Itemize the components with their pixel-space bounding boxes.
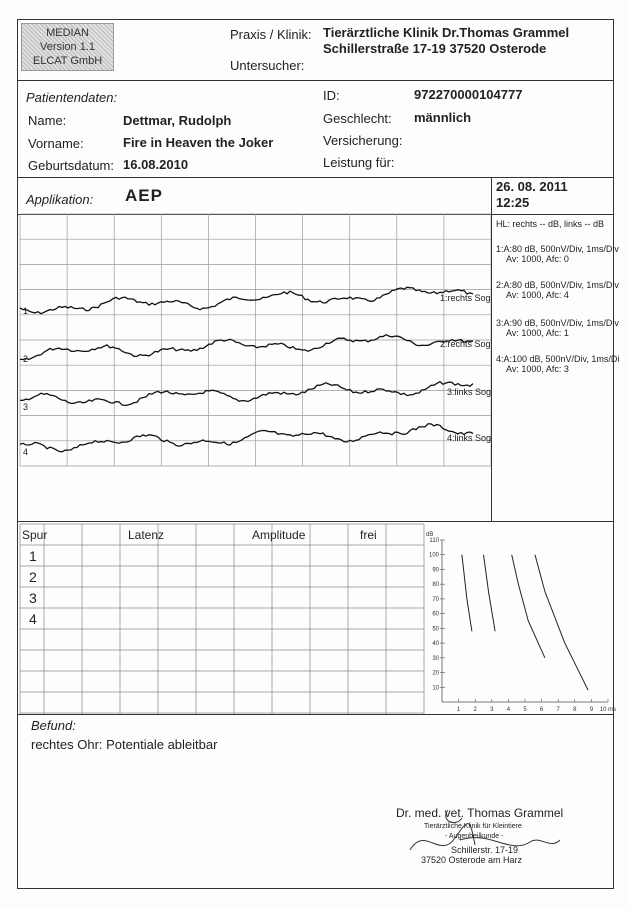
divider xyxy=(17,177,614,178)
x-tick-label: 7 xyxy=(556,707,560,713)
doctor-name: Dr. med. vet. Thomas Grammel xyxy=(396,806,564,820)
applikation-label: Applikation: xyxy=(26,192,94,207)
geschlecht-label: Geschlecht: xyxy=(323,111,392,126)
x-tick-label: 4 xyxy=(506,707,511,713)
y-tick-label: 80 xyxy=(432,582,439,589)
vorname-label: Vorname: xyxy=(28,136,84,151)
channel-setting-3 xyxy=(496,318,619,338)
results-table-grid xyxy=(20,524,424,714)
x-tick-label: 2 xyxy=(473,707,477,713)
divider xyxy=(17,80,614,81)
latency-curve xyxy=(512,555,545,658)
logo-line-1: MEDIAN xyxy=(46,27,89,39)
channel-3-line-1: 3:A:90 dB, 500nV/Div, 1ms/Div xyxy=(496,318,619,328)
divider xyxy=(491,177,492,214)
stamp-line-1: Tierärztliche Klinik für Kleintiere xyxy=(424,823,522,830)
x-tick-label: 1 xyxy=(456,707,461,713)
table-header-latenz: Latenz xyxy=(128,528,165,542)
y-unit-label: dB xyxy=(426,532,434,538)
x-tick-label: 9 xyxy=(589,707,594,713)
y-tick-label: 10 xyxy=(432,685,439,692)
waveform-grid xyxy=(20,214,491,466)
aep-trace xyxy=(20,287,473,313)
geburtsdatum-label: Geburtsdatum: xyxy=(28,158,114,173)
channel-2-line-1: 2:A:80 dB, 500nV/Div, 1ms/Div xyxy=(496,280,619,290)
table-header-frei: frei xyxy=(360,528,377,542)
befund-label: Befund: xyxy=(31,718,76,733)
channel-3-line-2: Av: 1000, Afc: 1 xyxy=(506,328,569,338)
trace-number-2: 2 xyxy=(23,354,29,364)
channel-4-line-2: Av: 1000, Afc: 3 xyxy=(506,364,569,374)
hl-note: HL: rechts -- dB, links -- dB xyxy=(496,219,605,229)
trace-label-4: 4:links Sog xyxy=(447,433,492,443)
trace-number-1: 1 xyxy=(23,306,29,316)
channel-2-line-2: Av: 1000, Afc: 4 xyxy=(506,290,569,300)
praxis-label: Praxis / Klinik: xyxy=(230,27,312,42)
untersucher-label: Untersucher: xyxy=(230,58,305,73)
trace-label-1: 1:rechts Sog xyxy=(440,293,491,303)
x-tick-label: 10 ms xyxy=(599,707,617,713)
y-tick-label: 50 xyxy=(432,626,439,633)
table-header-amplitude: Amplitude xyxy=(252,528,306,542)
trace-label-2: 2:rechts Sog xyxy=(440,339,491,349)
aep-trace xyxy=(20,424,473,452)
logo-line-2: Version 1.1 xyxy=(39,41,96,53)
table-row-number: 4 xyxy=(29,611,37,627)
trace-number-4: 4 xyxy=(23,447,29,457)
channel-1-line-1: 1:A:80 dB, 500nV/Div, 1ms/Div xyxy=(496,244,619,254)
channel-1-line-2: Av: 1000, Afc: 0 xyxy=(506,254,569,264)
name-label: Name: xyxy=(28,113,67,128)
y-tick-label: 20 xyxy=(432,670,439,677)
id-value: 972270000104777 xyxy=(414,87,523,102)
befund-text: rechtes Ohr: Potentiale ableitbar xyxy=(31,737,218,752)
stamp-line-2: - Augenheilkunde - xyxy=(445,833,504,840)
y-tick-label: 70 xyxy=(432,596,439,603)
exam-date: 26. 08. 2011 xyxy=(496,179,568,194)
geschlecht-value: männlich xyxy=(414,110,472,125)
latency-curve xyxy=(535,555,588,691)
x-tick-label: 8 xyxy=(573,707,577,713)
y-tick-label: 90 xyxy=(432,567,439,574)
table-row-number: 1 xyxy=(29,548,37,564)
logo-line-3: ELCAT GmbH xyxy=(32,55,103,67)
y-tick-label: 60 xyxy=(432,611,439,618)
channel-setting-2 xyxy=(496,280,619,300)
latency-intensity-chart xyxy=(424,524,617,714)
trace-number-3: 3 xyxy=(23,402,29,412)
praxis-line-1: Tierärztliche Klinik Dr.Thomas Grammel xyxy=(323,25,570,40)
praxis-line-2: Schillerstraße 17-19 37520 Osterode xyxy=(323,41,547,56)
handwritten-signature xyxy=(400,800,570,870)
channel-4-line-1: 4:A:100 dB, 500nV/Div, 1ms/Di xyxy=(496,354,620,364)
y-tick-label: 110 xyxy=(429,538,439,544)
x-tick-label: 3 xyxy=(490,707,494,713)
y-tick-label: 100 xyxy=(428,552,439,559)
latency-curve xyxy=(484,555,496,632)
stamp-line-4: 37520 Osterode am Harz xyxy=(421,855,523,865)
vorname-value: Fire in Heaven the Joker xyxy=(123,135,274,150)
aep-trace xyxy=(20,382,473,406)
channel-setting-1 xyxy=(496,244,619,264)
divider xyxy=(491,214,492,521)
aep-trace xyxy=(20,335,473,360)
versicherung-label: Versicherung: xyxy=(323,133,403,148)
geburtsdatum-value: 16.08.2010 xyxy=(123,157,189,172)
leistung-label: Leistung für: xyxy=(323,155,395,170)
y-tick-label: 30 xyxy=(432,655,439,662)
stamp-line-3: Schillerstr. 17-19 xyxy=(451,845,519,855)
divider xyxy=(17,521,614,522)
table-header-spur: Spur xyxy=(22,528,48,542)
x-tick-label: 5 xyxy=(523,707,527,713)
divider xyxy=(17,714,614,715)
table-row-number: 2 xyxy=(29,569,37,585)
x-tick-label: 6 xyxy=(539,707,544,713)
latency-curve xyxy=(462,555,472,632)
table-row-number: 3 xyxy=(29,590,37,606)
exam-time: 12:25 xyxy=(496,195,530,210)
median-logo xyxy=(21,23,114,71)
applikation-value: AEP xyxy=(125,186,163,205)
id-label: ID: xyxy=(323,88,340,103)
channel-setting-4 xyxy=(496,354,619,374)
patient-section-label: Patientendaten: xyxy=(26,90,118,105)
y-tick-label: 40 xyxy=(432,641,439,648)
trace-label-3: 3:links Sog xyxy=(447,387,492,397)
name-value: Dettmar, Rudolph xyxy=(123,113,232,128)
